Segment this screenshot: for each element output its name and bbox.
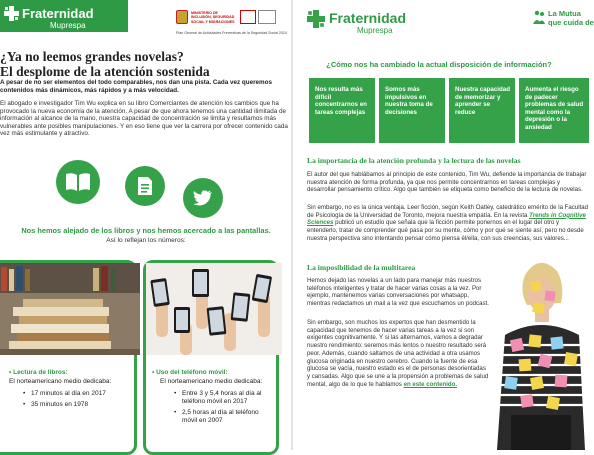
effect-box: Nos resulta más difícil concentrarnos en tareas complejas — [309, 78, 375, 143]
content-link[interactable]: en este contenido. — [403, 380, 458, 388]
cross-logo-icon — [4, 6, 19, 21]
paragraph: El autor del que hablábamos al principio de este contenido, Tim Wu, defiende la importancia de trabajar nuestra atención de forma profunda, ya que nos permite concentrarnos en tareas complejas y desarrollar pensamiento crítico. Algo que también se etiqueta como beneficio de la lectura de novelas. — [307, 171, 587, 194]
seguridad-social-logo-icon — [258, 10, 276, 24]
list-item: • 2,5 horas al día al teléfono móvil en 2007 — [174, 409, 274, 425]
list-item: • Entre 3 y 5,4 horas al día al teléfono móvil en 2017 — [174, 390, 274, 406]
section-heading: La importancia de la atención profunda y la lectura de las novelas — [307, 156, 521, 165]
brand-name: Fraternidad — [22, 6, 94, 21]
books-subheading: El norteamericano medio dedicaba: — [9, 378, 112, 385]
paragraph: Sin embargo, son muchos los expertos que han desmentido la capacidad que tenemos de hacer varias tareas a la vez si son exigentes cognitivamente. Y si las alternamos, vamos a degradar nuestro rendimiento: seremos más lentos o nuestro resultado será peor. Además, cuando saltamos de una actividad a otra usamos glucosa originada en nuestro cerebro. Cuando la fuente de esa glucosa se vacía, nuestro estado es el de personas desorientadas y cansadas. Algo que se une a la propensión a problemas de salud mental, algo de lo que te hablamos en este contenido. — [307, 319, 489, 388]
plan-caption: Plan General de Actividades Preventivas de la Seguridad Social 2024 — [176, 31, 287, 35]
section-heading: La imposibilidad de la multitarea — [307, 263, 416, 272]
phones-heading: • Uso del teléfono móvil: — [152, 369, 228, 376]
brand-sub: Muprespa — [357, 26, 393, 35]
paragraph: Sin embargo, no es la única ventaja. Leer ficción, según Keith Oatley, catedrático emérito de la Facultad de Psicología de la Universidad de Toronto, mejora nuestra empatía. En la revista Trends in Cognitive Sciences publicó un estudio que señala que la ficción permite ponernos en el lugar del otro y entenderlo, tratar de comprender qué pasa por su mente, cómo y por qué se siente así, pero no desde nuestra perspectiva sino intentando pensar cómo piensa él/ella, con sus creencias, sus valores... — [307, 204, 589, 242]
books-stat-list — [23, 390, 133, 412]
document-icon — [125, 166, 165, 206]
books-photo — [0, 263, 134, 355]
phones-subheading: El norteamericano medio dedicaba: — [160, 378, 263, 385]
journal-link[interactable]: Trends in Cognitive Sciences — [307, 211, 586, 227]
section-subtitle-note: Así lo reflejan los números: — [106, 237, 186, 244]
question-heading: ¿Cómo nos ha cambiado la actual disposición de información? — [326, 60, 552, 69]
effect-box: Nuestra capacidad de memorizar y aprender se reduce — [449, 78, 515, 143]
ministry-seal-icon — [240, 10, 256, 24]
twitter-icon — [183, 178, 223, 218]
effect-box: Aumenta el riesgo de padecer problemas de salud mental como la depresión o la ansiedad — [519, 78, 589, 143]
cross-logo-icon — [307, 10, 325, 28]
section-subtitle: Nos hemos alejado de los libros y nos hemos acercado a las pantallas. — [21, 226, 271, 235]
phones-stat-card — [143, 260, 279, 455]
effect-box: Somos más impulsivos en nuestra toma de decisiones — [379, 78, 445, 143]
book-icon — [56, 160, 100, 204]
lead-paragraph: A pesar de no ser elementos del todo comparables, nos dan una pista. Cada vez queremos contenidos más dinámicos, más rápidos y a más velocidad. — [0, 79, 273, 94]
coat-of-arms-icon — [176, 10, 188, 24]
brand-sub: Muprespa — [50, 21, 86, 30]
people-icon — [533, 10, 545, 26]
phones-photo — [146, 263, 276, 355]
ministry-name: MINISTERIO DE INCLUSIÓN, SEGURIDAD SOCIAL Y MIGRACIONES — [191, 11, 235, 24]
phones-stat-list — [174, 390, 274, 428]
government-logos — [176, 10, 287, 42]
left-page — [0, 0, 292, 450]
list-item: • 17 minutos al día en 2017 — [23, 390, 133, 398]
brand-header — [0, 0, 128, 32]
right-page: Fraternidad Muprespa La Mutua que cuida de ¿Cómo nos ha cambiado la actual disposición de información? Nos resulta más difícil concentrarnos en tareas complejas Somos más impulsivos en nuestra toma de decisiones Nuestra capacidad de memorizar y aprender se reduce Aumenta el riesgo de padecer problemas de salud mental como la depresión o la ansiedad La importancia de la atención profunda y la lectura de las novelas El autor del que hablábamos al principio de este contenido, Tim Wu, defiende la importancia de trabajar nuestra atención de forma profunda, ya que nos permite concentrarnos en tareas complejas y desarrollar pensamiento crítico. Algo que también se etiqueta como beneficio de la lectura de novelas. Sin embargo, no es la única ventaja. Leer ficción, según Keith Oatley, catedrático emérito de la Facultad de Psicología de la Universidad de Toronto, mejora nuestra empatía. En la revista Trends in Cognitive Sciences publicó un estudio que señala que la ficción permite ponernos en el lugar del otro y entenderlo, tratar de comprender qué pasa por su mente, cómo y por qué se siente así, pero no desde nuestra perspectiva sino intentando pensar cómo piensa él/ella, con sus creencias, sus valores... La imposibilidad de la multitarea Hemos dejado las novelas a un lado para manejar más nuestros teléfonos inteligentes y tratar de hacer varias cosas a la vez. Por ejemplo, mantenemos varias conversaciones por whatsapp, mientras redactamos un mail a la vez que escuchamos un podcast. Sin embargo, son muchos los expertos que han desmentido la capacidad que tenemos de hacer varias tareas a la vez si son exigentes cognitivamente. Y si las alternamos, vamos a degradar nuestro rendimiento: seremos más lentos o nuestro resultado será peor. Además, cuando saltamos de una actividad a otra usamos glucosa originada en nuestro cerebro. Cuando la fuente de esa glucosa se vacía, nuestro estado es el de personas desorientadas y cansadas. Algo que se une a la propensión a problemas de salud mental, algo de lo que te hablamos en este contenido. — [293, 0, 585, 450]
list-item: • 35 minutos en 1978 — [23, 401, 133, 409]
books-stat-card — [0, 260, 137, 455]
brand-name: Fraternidad — [329, 10, 407, 26]
body-paragraph: El abogado e investigador Tim Wu explica en su libro Comerciantes de atención los cambios que ha provocado la nueva economía de la atención. A pesar de que ahora tenemos una cantidad ilimitada de información al alcance de la mano, nuestra capacidad de concentración se limita y resultamos más vulnerables ante posibles manipulaciones. Y en eso tiene que ver la carrera por ofrecer contenido cada vez más estimulante y atractivo. — [0, 100, 288, 138]
books-heading: • Lectura de libros: — [9, 369, 68, 376]
page-title: ¿Ya no leemos grandes novelas? El desplome de la atención sostenida — [0, 49, 210, 79]
woman-sticky-notes-photo — [491, 255, 585, 450]
paragraph: Hemos dejado las novelas a un lado para manejar más nuestros teléfonos inteligentes y tratar de hacer varias cosas a la vez. Por ejemplo, mantenemos varias conversaciones por whatsapp, mientras redactamos un mail a la vez que escuchamos un podcast. — [307, 277, 489, 308]
